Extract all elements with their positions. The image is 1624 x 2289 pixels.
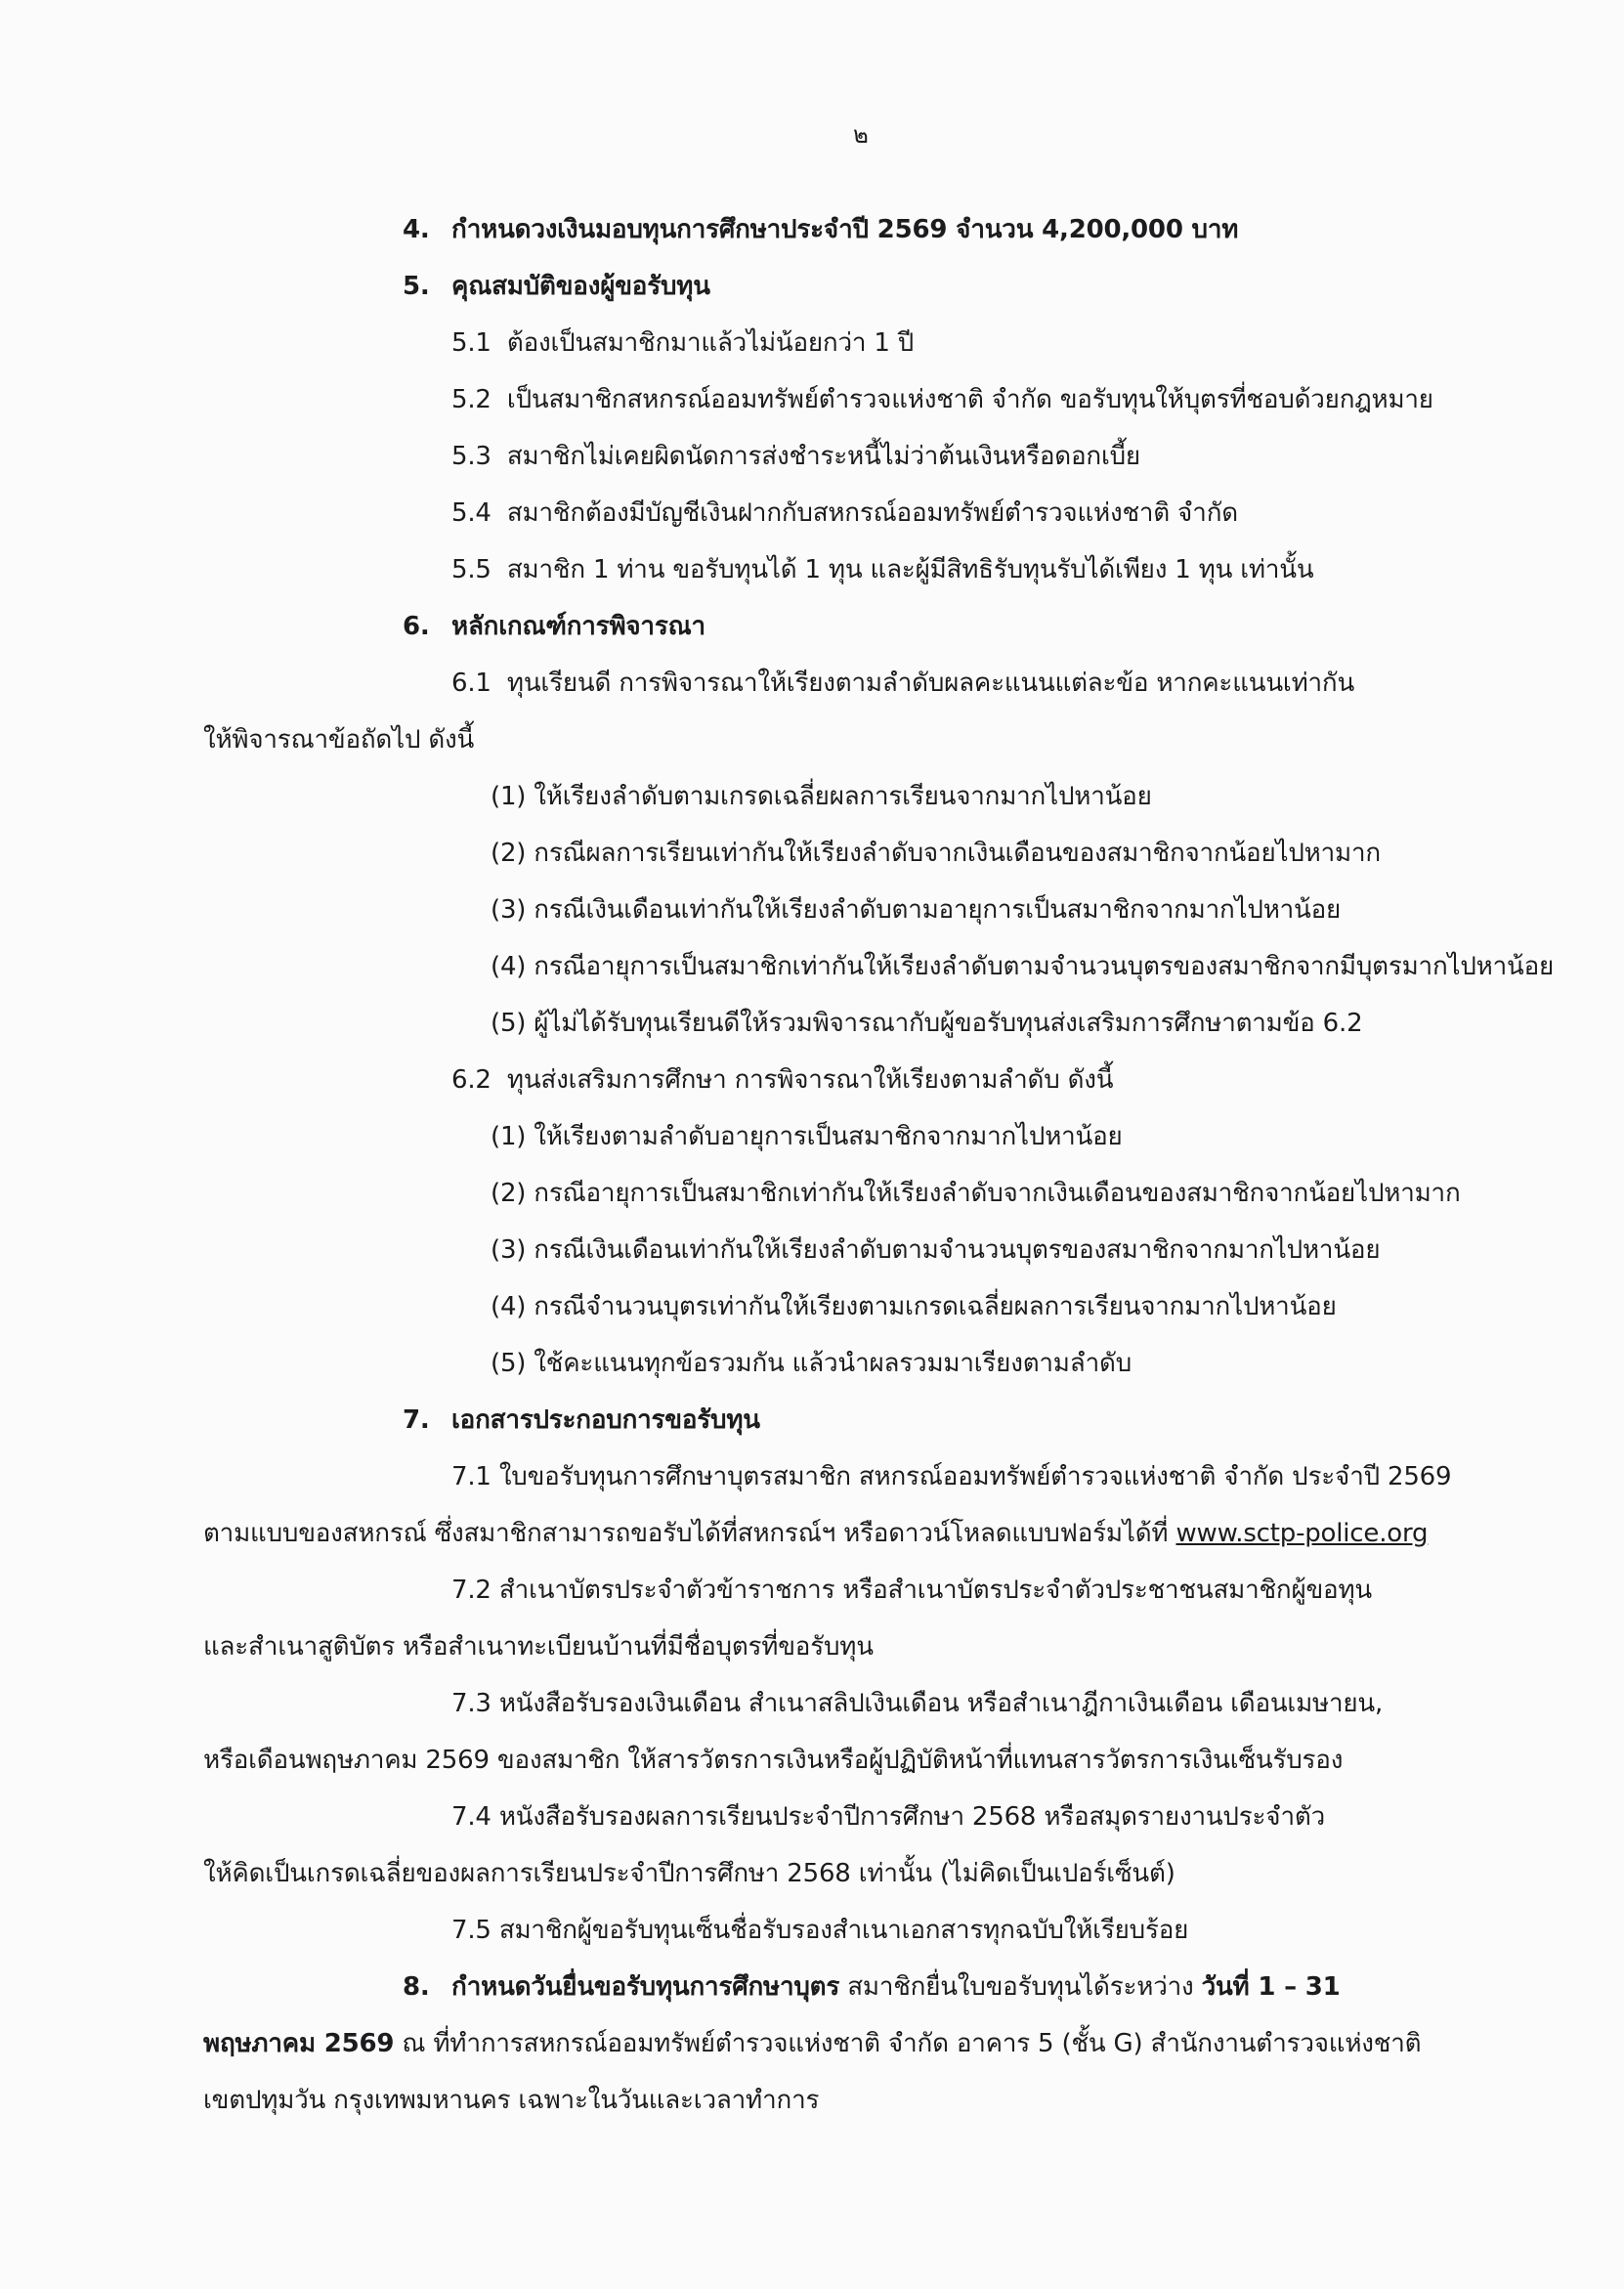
section-title: หลักเกณฑ์การพิจารณา — [451, 612, 705, 641]
list-item: 5.4 สมาชิกต้องมีบัญชีเงินฝากกับสหกรณ์ออมทรัพย์ตำรวจแห่งชาติ จำกัด — [451, 498, 1238, 528]
section-5-heading — [403, 270, 710, 303]
list-item: 5.5 สมาชิก 1 ท่าน ขอรับทุนได้ 1 ทุน และผู้มีสิทธิรับทุนรับได้เพียง 1 ทุน เท่านั้น — [451, 555, 1314, 584]
list-item: (2) กรณีผลการเรียนเท่ากันให้เรียงลำดับจากเงินเดือนของสมาชิกจากน้อยไปหามาก — [491, 839, 1381, 868]
section-number: 4. — [403, 215, 430, 244]
paragraph-7-1-cont: ตามแบบของสหกรณ์ ซึ่งสมาชิกสามารถขอรับได้ที่สหกรณ์ฯ หรือดาวน์โหลดแบบฟอร์มได้ที่ www.sctp-police.org — [203, 1519, 1429, 1548]
paragraph-6-1: 6.1 ทุนเรียนดี การพิจารณาให้เรียงตามลำดับผลคะแนนแต่ละข้อ หากคะแนนเท่ากัน — [451, 669, 1355, 698]
page-number: ๒ — [853, 121, 869, 149]
section-7-heading — [403, 1404, 760, 1437]
list-item: (1) ให้เรียงลำดับตามเกรดเฉลี่ยผลการเรียนจากมากไปหาน้อย — [491, 782, 1152, 811]
paragraph-7-3-cont: หรือเดือนพฤษภาคม 2569 ของสมาชิก ให้สารวัตรการเงินหรือผู้ปฏิบัติหน้าที่แทนสารวัตรการเงินเซ็นรับรอง — [203, 1746, 1344, 1775]
paragraph-7-2: 7.2 สำเนาบัตรประจำตัวข้าราชการ หรือสำเนาบัตรประจำตัวประชาชนสมาชิกผู้ขอทุน — [451, 1576, 1372, 1605]
section-title: กำหนดวงเงินมอบทุนการศึกษาประจำปี 2569 จำนวน 4,200,000 บาท — [451, 215, 1239, 244]
section-number: 5. — [403, 272, 430, 301]
list-item: (3) กรณีเงินเดือนเท่ากันให้เรียงลำดับตามอายุการเป็นสมาชิกจากมากไปหาน้อย — [491, 895, 1342, 925]
section-8-cont: พฤษภาคม 2569 ณ ที่ทำการสหกรณ์ออมทรัพย์ตำรวจแห่งชาติ จำกัด อาคาร 5 (ชั้น G) สำนักงานตำรวจแห่งชาติ — [203, 2029, 1422, 2058]
paragraph-6-2: 6.2 ทุนส่งเสริมการศึกษา การพิจารณาให้เรียงตามลำดับ ดังนี้ — [451, 1065, 1114, 1095]
section-8-cont-2: เขตปทุมวัน กรุงเทพมหานคร เฉพาะในวันและเวลาทำการ — [203, 2086, 820, 2115]
list-item: (5) ใช้คะแนนทุกข้อรวมกัน แล้วนำผลรวมมาเรียงตามลำดับ — [491, 1349, 1133, 1378]
section-6-heading — [403, 610, 705, 643]
section-number: 8. — [403, 1972, 430, 2002]
paragraph-7-2-cont: และสำเนาสูติบัตร หรือสำเนาทะเบียนบ้านที่มีชื่อบุตรที่ขอรับทุน — [203, 1632, 874, 1662]
paragraph-7-3: 7.3 หนังสือรับรองเงินเดือน สำเนาสลิปเงินเดือน หรือสำเนาฎีกาเงินเดือน เดือนเมษายน, — [451, 1689, 1384, 1718]
list-item: 5.3 สมาชิกไม่เคยผิดนัดการส่งชำระหนี้ไม่ว่าต้นเงินหรือดอกเบี้ย — [451, 442, 1140, 471]
date-range: วันที่ 1 – 31 — [1201, 1972, 1341, 2002]
paragraph-6-1-cont: ให้พิจารณาข้อถัดไป ดังนี้ — [203, 725, 475, 755]
section-number: 6. — [403, 612, 430, 641]
list-item: (4) กรณีอายุการเป็นสมาชิกเท่ากันให้เรียงลำดับตามจำนวนบุตรของสมาชิกจากมีบุตรมากไปหาน้อย — [491, 952, 1555, 981]
website-link[interactable]: www.sctp-police.org — [1175, 1519, 1429, 1548]
list-item: (3) กรณีเงินเดือนเท่ากันให้เรียงลำดับตามจำนวนบุตรของสมาชิกจากมากไปหาน้อย — [491, 1235, 1381, 1265]
section-number: 7. — [403, 1405, 430, 1435]
list-item: (4) กรณีจำนวนบุตรเท่ากันให้เรียงตามเกรดเฉลี่ยผลการเรียนจากมากไปหาน้อย — [491, 1292, 1337, 1321]
section-4-heading — [403, 213, 1238, 246]
section-title: กำหนดวันยื่นขอรับทุนการศึกษาบุตร — [451, 1972, 840, 2002]
paragraph-7-5: 7.5 สมาชิกผู้ขอรับทุนเซ็นชื่อรับรองสำเนาเอกสารทุกฉบับให้เรียบร้อย — [451, 1916, 1189, 1945]
section-title: คุณสมบัติของผู้ขอรับทุน — [451, 272, 710, 301]
list-item: 5.1 ต้องเป็นสมาชิกมาแล้วไม่น้อยกว่า 1 ปี — [451, 328, 915, 358]
paragraph-7-1: 7.1 ใบขอรับทุนการศึกษาบุตรสมาชิก สหกรณ์ออมทรัพย์ตำรวจแห่งชาติ จำกัด ประจำปี 2569 — [451, 1462, 1452, 1491]
list-item: (1) ให้เรียงตามลำดับอายุการเป็นสมาชิกจากมากไปหาน้อย — [491, 1122, 1123, 1151]
paragraph-7-4: 7.4 หนังสือรับรองผลการเรียนประจำปีการศึกษา 2568 หรือสมุดรายงานประจำตัว — [451, 1802, 1325, 1832]
section-title: เอกสารประกอบการขอรับทุน — [451, 1405, 760, 1435]
list-item: (2) กรณีอายุการเป็นสมาชิกเท่ากันให้เรียงลำดับจากเงินเดือนของสมาชิกจากน้อยไปหามาก — [491, 1179, 1461, 1208]
date-month: พฤษภาคม 2569 — [203, 2029, 395, 2058]
paragraph-7-4-cont: ให้คิดเป็นเกรดเฉลี่ยของผลการเรียนประจำปีการศึกษา 2568 เท่านั้น (ไม่คิดเป็นเปอร์เซ็นต์) — [203, 1859, 1175, 1888]
list-item: 5.2 เป็นสมาชิกสหกรณ์ออมทรัพย์ตำรวจแห่งชาติ จำกัด ขอรับทุนให้บุตรที่ชอบด้วยกฎหมาย — [451, 385, 1433, 414]
list-item: (5) ผู้ไม่ได้รับทุนเรียนดีให้รวมพิจารณากับผู้ขอรับทุนส่งเสริมการศึกษาตามข้อ 6.2 — [491, 1009, 1363, 1038]
section-8-heading: 8. กำหนดวันยื่นขอรับทุนการศึกษาบุตร สมาชิกยื่นใบขอรับทุนได้ระหว่าง วันที่ 1 – 31 — [403, 1972, 1341, 2002]
